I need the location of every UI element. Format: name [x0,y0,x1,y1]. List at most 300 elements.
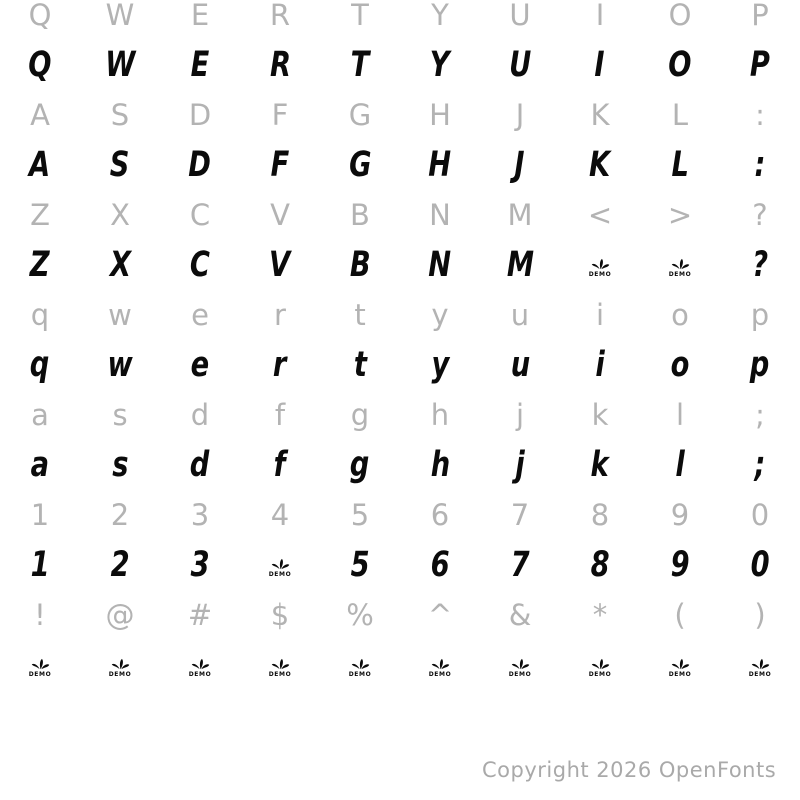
rendered-glyph: q [30,344,50,385]
rendered-glyph: W [104,44,136,85]
reference-glyph-cell [480,592,560,638]
demo-glyph-label: DEMO [28,670,52,678]
demo-glyph-label: DEMO [588,270,612,278]
reference-glyph-cell [160,192,240,238]
reference-glyph-cell [160,492,240,538]
reference-glyph-cell [480,192,560,238]
reference-glyph: i [595,297,605,332]
reference-row [0,292,800,338]
reference-glyph-cell [80,92,160,138]
reference-glyph-cell [160,592,240,638]
rendered-glyph-cell [480,538,560,592]
reference-glyph: l [675,397,685,432]
reference-glyph-cell [720,92,800,138]
rendered-glyph-cell [480,38,560,92]
rendered-glyph-cell [80,538,160,592]
reference-glyph-cell [320,492,400,538]
demo-glyph-label: DEMO [188,670,212,678]
rendered-glyph-cell [560,538,640,592]
rendered-glyph-cell [400,338,480,392]
reference-glyph: T [351,0,369,32]
reference-glyph: h [430,397,450,432]
demo-glyph-label: DEMO [668,670,692,678]
rendered-glyph: : [754,144,766,185]
demo-glyph-label: DEMO [748,670,772,678]
rendered-glyph-cell [720,338,800,392]
reference-glyph: O [668,0,692,32]
rendered-glyph: G [348,144,372,185]
rendered-glyph-cell [0,138,80,192]
rendered-glyph-cell [640,38,720,92]
rendered-glyph: I [594,44,606,85]
reference-glyph-cell [320,592,400,638]
reference-glyph: < [587,197,613,232]
rendered-glyph: C [189,244,211,285]
reference-glyph: Y [431,0,449,32]
rendered-row [0,238,800,292]
rendered-glyph-cell [480,638,560,692]
rendered-glyph: i [595,344,605,385]
rendered-glyph-cell [320,238,400,292]
rendered-glyph-cell [560,138,640,192]
rendered-glyph-cell [560,38,640,92]
reference-glyph-cell [320,192,400,238]
reference-glyph-cell [0,192,80,238]
rendered-glyph: d [190,444,210,485]
rendered-glyph-cell [0,538,80,592]
rendered-glyph: r [273,344,287,385]
rendered-glyph-cell [320,538,400,592]
demo-placeholder-glyph [509,657,532,678]
rendered-glyph-cell [240,238,320,292]
reference-row [0,592,800,638]
rendered-glyph: E [190,44,210,85]
glyph-row-group [0,292,800,392]
rendered-glyph-cell [0,338,80,392]
reference-glyph: W [105,0,135,32]
reference-glyph-cell [80,592,160,638]
reference-glyph-cell [400,292,480,338]
rendered-glyph: K [589,144,611,185]
rendered-glyph: A [29,144,51,185]
reference-glyph-cell [480,292,560,338]
reference-glyph: r [274,297,286,332]
rendered-glyph: t [353,344,367,385]
demo-placeholder-glyph [589,257,612,278]
reference-glyph-cell [560,192,640,238]
reference-glyph: N [429,197,451,232]
rendered-glyph-cell [80,338,160,392]
rendered-glyph-cell [640,338,720,392]
reference-glyph: j [515,397,525,432]
reference-glyph-cell [0,292,80,338]
glyph-row-group [0,92,800,192]
reference-glyph: B [350,197,370,232]
demo-placeholder-glyph [669,657,692,678]
rendered-glyph-cell [0,238,80,292]
rendered-glyph-cell [80,438,160,492]
reference-glyph: D [188,97,212,132]
reference-glyph: Q [28,0,52,32]
rendered-glyph: 5 [350,544,370,585]
reference-glyph-cell [640,92,720,138]
fleuron-ornament-icon [750,657,771,671]
reference-glyph: > [667,197,693,232]
reference-row [0,0,800,38]
rendered-glyph: 8 [590,544,610,585]
reference-glyph: 8 [590,497,610,532]
reference-glyph: V [270,197,290,232]
reference-glyph: 0 [750,497,770,532]
rendered-glyph: 2 [110,544,130,585]
reference-glyph: R [269,0,291,32]
reference-glyph-cell [0,392,80,438]
reference-glyph: : [755,97,765,132]
rendered-glyph: L [671,144,689,185]
reference-glyph: S [110,97,130,132]
reference-glyph-cell [480,0,560,38]
reference-glyph-cell [240,392,320,438]
fleuron-ornament-icon [270,557,291,571]
reference-glyph: q [30,297,50,332]
rendered-glyph-cell [640,638,720,692]
rendered-glyph: F [270,144,290,185]
reference-glyph-cell [560,392,640,438]
rendered-glyph: h [430,444,450,485]
demo-glyph-label: DEMO [428,670,452,678]
reference-glyph-cell [400,392,480,438]
fleuron-ornament-icon [430,657,451,671]
rendered-glyph: f [274,444,286,485]
rendered-glyph: 6 [430,544,450,585]
reference-glyph: & [508,597,532,632]
reference-glyph-cell [320,0,400,38]
reference-glyph: U [509,0,531,32]
demo-placeholder-glyph [109,657,132,678]
reference-glyph: P [751,0,769,32]
rendered-glyph: D [188,144,212,185]
demo-glyph-label: DEMO [268,570,292,578]
reference-glyph: ! [34,597,46,632]
reference-glyph-cell [480,92,560,138]
reference-glyph: M [507,197,533,232]
reference-glyph-cell [560,492,640,538]
rendered-glyph: X [109,244,131,285]
rendered-glyph: 9 [670,544,690,585]
rendered-glyph-cell [400,238,480,292]
reference-glyph: 1 [30,497,50,532]
demo-glyph-label: DEMO [508,670,532,678]
rendered-glyph-cell [640,438,720,492]
reference-glyph-cell [400,492,480,538]
rendered-glyph: V [269,244,291,285]
reference-glyph-cell [0,592,80,638]
fleuron-ornament-icon [270,657,291,671]
rendered-glyph: O [668,44,692,85]
reference-glyph: Z [30,197,50,232]
rendered-glyph: j [515,444,525,485]
demo-glyph-label: DEMO [108,670,132,678]
rendered-glyph: H [428,144,452,185]
reference-glyph: X [110,197,130,232]
reference-glyph-cell [160,92,240,138]
reference-glyph: 7 [510,497,530,532]
rendered-glyph: N [428,244,452,285]
rendered-glyph-cell [80,238,160,292]
rendered-glyph-cell [240,38,320,92]
reference-glyph: A [30,97,50,132]
rendered-glyph-cell [320,438,400,492]
fleuron-ornament-icon [590,657,611,671]
reference-glyph-cell [560,292,640,338]
glyph-row-group [0,592,800,692]
reference-glyph-cell [480,392,560,438]
reference-glyph-cell [240,292,320,338]
rendered-glyph: S [110,144,130,185]
rendered-glyph-cell [80,38,160,92]
rendered-glyph-cell [240,538,320,592]
rendered-glyph-cell [560,238,640,292]
rendered-glyph: U [508,44,532,85]
fleuron-ornament-icon [670,257,691,271]
reference-row [0,192,800,238]
reference-glyph-cell [80,0,160,38]
reference-glyph-cell [0,492,80,538]
rendered-glyph-cell [320,38,400,92]
fleuron-ornament-icon [110,657,131,671]
reference-glyph: # [187,597,213,632]
rendered-glyph-cell [480,238,560,292]
rendered-glyph-cell [560,438,640,492]
reference-glyph-cell [160,392,240,438]
reference-glyph-cell [0,92,80,138]
rendered-row [0,438,800,492]
reference-glyph-cell [640,592,720,638]
reference-glyph: d [190,397,210,432]
rendered-glyph: l [675,444,685,485]
rendered-glyph: M [506,244,534,285]
reference-glyph: g [350,397,370,432]
demo-placeholder-glyph [669,257,692,278]
reference-glyph: ; [755,397,765,432]
reference-glyph: a [31,397,49,432]
rendered-glyph: J [514,144,526,185]
reference-glyph: ) [754,597,766,632]
reference-glyph: K [590,97,610,132]
reference-glyph: 6 [430,497,450,532]
reference-glyph: H [429,97,451,132]
demo-placeholder-glyph [269,657,292,678]
reference-glyph-cell [0,0,80,38]
reference-glyph: 4 [270,497,290,532]
rendered-glyph-cell [0,638,80,692]
rendered-glyph-cell [720,438,800,492]
reference-glyph: 3 [190,497,210,532]
reference-glyph-cell [720,592,800,638]
reference-glyph-cell [720,492,800,538]
reference-glyph: F [271,97,289,132]
rendered-row [0,38,800,92]
rendered-glyph: 1 [30,544,50,585]
rendered-glyph-cell [320,138,400,192]
rendered-glyph-cell [400,438,480,492]
rendered-glyph-cell [720,38,800,92]
rendered-row [0,138,800,192]
fleuron-ornament-icon [510,657,531,671]
reference-glyph-cell [640,192,720,238]
demo-glyph-label: DEMO [348,670,372,678]
rendered-glyph: R [269,44,291,85]
reference-glyph: e [191,297,209,332]
reference-glyph: y [431,297,449,332]
rendered-glyph: ? [752,244,768,285]
rendered-glyph-cell [240,138,320,192]
rendered-glyph-cell [400,538,480,592]
rendered-row [0,638,800,692]
reference-glyph-cell [240,192,320,238]
rendered-glyph-cell [720,638,800,692]
reference-glyph: ( [674,597,686,632]
reference-glyph-cell [720,0,800,38]
demo-placeholder-glyph [589,657,612,678]
reference-glyph-cell [320,392,400,438]
rendered-glyph: T [350,44,370,85]
reference-glyph-cell [80,392,160,438]
reference-glyph-cell [400,0,480,38]
rendered-glyph-cell [160,638,240,692]
rendered-glyph-cell [400,638,480,692]
glyph-row-group [0,492,800,592]
reference-glyph: J [515,97,525,132]
rendered-glyph-cell [240,338,320,392]
fleuron-ornament-icon [190,657,211,671]
reference-glyph-cell [720,292,800,338]
rendered-glyph: e [190,344,210,385]
rendered-glyph: 7 [510,544,530,585]
rendered-glyph: o [670,344,690,385]
reference-glyph: G [348,97,372,132]
reference-row [0,92,800,138]
rendered-glyph: Z [30,244,50,285]
reference-glyph: t [354,297,366,332]
rendered-glyph: 3 [190,544,210,585]
reference-glyph-cell [400,192,480,238]
rendered-glyph-cell [240,638,320,692]
reference-glyph-cell [80,292,160,338]
reference-glyph-cell [320,292,400,338]
rendered-glyph-cell [0,438,80,492]
reference-glyph-cell [640,392,720,438]
demo-placeholder-glyph [429,657,452,678]
reference-glyph: @ [105,597,135,632]
demo-placeholder-glyph [189,657,212,678]
reference-glyph-cell [480,492,560,538]
reference-glyph: E [190,0,210,32]
reference-glyph-cell [400,92,480,138]
rendered-glyph: 0 [750,544,770,585]
reference-glyph: C [189,197,211,232]
reference-row [0,492,800,538]
rendered-glyph-cell [320,338,400,392]
rendered-glyph: ; [754,444,766,485]
rendered-glyph-cell [640,538,720,592]
rendered-glyph-cell [160,338,240,392]
demo-placeholder-glyph [269,557,292,578]
rendered-glyph-cell [400,138,480,192]
rendered-glyph: y [431,344,449,385]
rendered-glyph-cell [240,438,320,492]
reference-glyph: I [595,0,605,32]
copyright-text: Copyright 2026 OpenFonts [482,758,777,782]
rendered-glyph-cell [160,438,240,492]
fleuron-ornament-icon [670,657,691,671]
reference-glyph-cell [160,292,240,338]
glyph-row-group [0,0,800,92]
reference-glyph-cell [240,0,320,38]
fleuron-ornament-icon [590,257,611,271]
reference-glyph-cell [640,292,720,338]
reference-glyph-cell [160,0,240,38]
demo-placeholder-glyph [349,657,372,678]
rendered-row [0,538,800,592]
rendered-glyph: p [750,344,770,385]
rendered-glyph: P [749,44,771,85]
rendered-glyph-cell [320,638,400,692]
rendered-glyph: Q [28,44,52,85]
fleuron-ornament-icon [30,657,51,671]
rendered-glyph: k [590,444,610,485]
rendered-glyph: g [350,444,370,485]
demo-glyph-label: DEMO [588,670,612,678]
rendered-glyph: u [510,344,530,385]
rendered-glyph-cell [640,238,720,292]
reference-glyph: ? [752,197,768,232]
rendered-glyph-cell [160,538,240,592]
reference-glyph: u [510,297,530,332]
reference-glyph: $ [270,597,290,632]
rendered-glyph-cell [720,538,800,592]
rendered-row [0,338,800,392]
reference-glyph: 9 [670,497,690,532]
reference-glyph-cell [240,592,320,638]
reference-glyph: w [108,297,132,332]
rendered-glyph-cell [160,138,240,192]
rendered-glyph: B [349,244,371,285]
reference-glyph-cell [640,492,720,538]
rendered-glyph-cell [560,638,640,692]
reference-glyph: % [346,597,374,632]
reference-glyph: o [671,297,689,332]
reference-glyph-cell [720,192,800,238]
reference-glyph-cell [560,0,640,38]
rendered-glyph-cell [640,138,720,192]
reference-glyph-cell [80,192,160,238]
rendered-glyph-cell [480,438,560,492]
demo-glyph-label: DEMO [268,670,292,678]
rendered-glyph-cell [720,238,800,292]
demo-placeholder-glyph [29,657,52,678]
rendered-glyph-cell [480,138,560,192]
rendered-glyph: w [107,344,133,385]
rendered-glyph-cell [560,338,640,392]
demo-placeholder-glyph [749,657,772,678]
rendered-glyph-cell [80,638,160,692]
demo-glyph-label: DEMO [668,270,692,278]
reference-glyph-cell [560,592,640,638]
reference-glyph-cell [320,92,400,138]
rendered-glyph-cell [160,38,240,92]
glyph-row-group [0,192,800,292]
